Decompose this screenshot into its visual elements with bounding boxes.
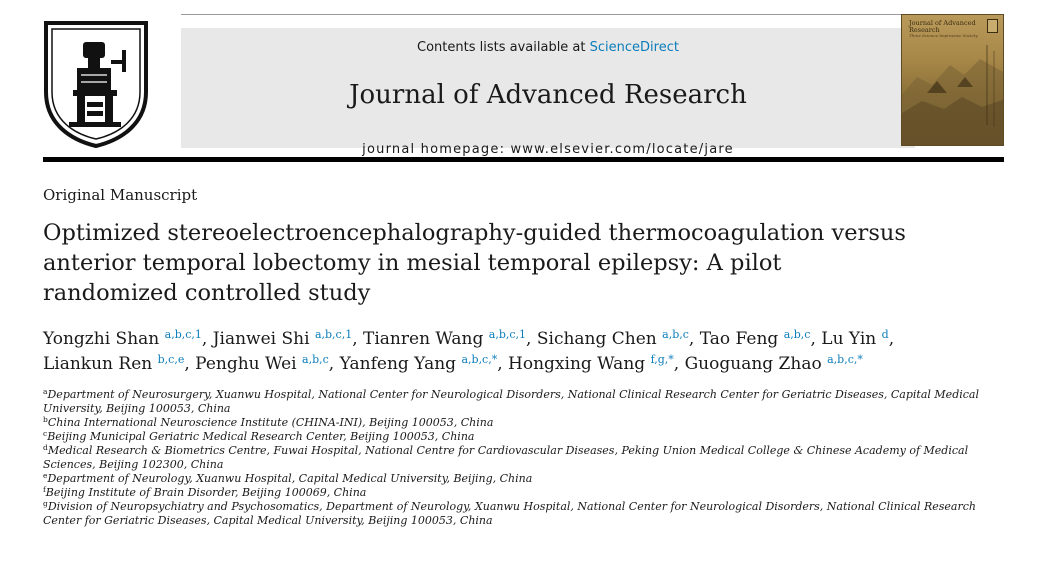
author-separator: , [888, 329, 895, 349]
author-affiliation-marker[interactable]: b,c,e [157, 353, 185, 366]
author-separator: , [328, 354, 340, 374]
author-name[interactable] [700, 329, 811, 349]
author-affiliation-marker[interactable]: a,b,c,* [827, 353, 863, 366]
cover-subtitle: Three Science Impressive Society [909, 33, 978, 38]
author-name[interactable] [43, 354, 184, 374]
article-title: Optimized stereoelectroencephalography-guided thermocoagulation versus anterior temporal lobectomy in mesial temporal epilepsy: A pilot randomized controlled study [43, 220, 906, 306]
author-name[interactable] [43, 329, 202, 349]
author-name-text: Liankun Ren [43, 354, 153, 374]
author-affiliation-marker[interactable]: a,b,c,1 [314, 328, 353, 341]
author-affiliation-marker[interactable]: a,b,c [662, 328, 689, 341]
affiliation-item [43, 416, 1008, 430]
cover-landscape-icon [902, 15, 1004, 146]
author-affiliation-marker[interactable]: d [881, 328, 889, 341]
affiliation-text: Beijing Municipal Geriatric Medical Research Center, Beijing 100053, China [47, 430, 475, 443]
header-divider [43, 157, 1004, 162]
author-name-text: Tao Feng [699, 329, 779, 349]
author-name[interactable] [685, 354, 863, 374]
contents-availability [181, 40, 915, 55]
author-affiliation-marker[interactable]: f,g,* [650, 353, 674, 366]
affiliation-item [43, 444, 1008, 472]
journal-homepage: journal homepage: www.elsevier.com/locate/jare [362, 142, 734, 157]
author-name[interactable] [363, 329, 526, 349]
affiliation-item [43, 388, 1008, 416]
contents-prefix: Contents lists available at [417, 40, 590, 55]
affiliation-label: f [43, 485, 46, 494]
affiliation-text: Department of Neurology, Xuanwu Hospital, Capital Medical University, Beijing, China [47, 472, 533, 485]
author-separator: , [810, 329, 822, 349]
affiliation-label: c [43, 429, 48, 438]
author-name[interactable] [537, 329, 689, 349]
author-name[interactable] [340, 354, 498, 374]
affiliation-label: e [43, 471, 48, 480]
author-name-text: Hongxing Wang [508, 354, 646, 374]
author-separator: , [497, 354, 509, 374]
author-affiliation-marker[interactable]: a,b,c,1 [164, 328, 202, 341]
author-separator: , [184, 354, 196, 374]
affiliation-label: b [43, 415, 48, 424]
affiliation-label: d [43, 443, 48, 452]
author-name-text: Yanfeng Yang [339, 354, 457, 374]
author-affiliation-marker[interactable]: a,b,c,* [461, 353, 498, 366]
article-type: Original Manuscript [43, 186, 198, 204]
affiliation-text: China International Neuroscience Institute (CHINA-INI), Beijing 100053, China [47, 416, 494, 429]
affiliation-text: Department of Neurosurgery, Xuanwu Hospital, National Center for Neurological Disorders, National Clinical Research Center for Geriatric Diseases, Capital Medical University, Beijing 100053, China [43, 388, 979, 415]
author-separator: , [352, 329, 364, 349]
affiliation-text: Division of Neuropsychiatry and Psychosomatics, Department of Neurology, Xuanwu Hospital, National Center for Neurological Disorders, National Clinical Research Center for Geriatric Diseases, Capital Medical University, Beijing 100053, China [43, 500, 976, 527]
author-affiliation-marker[interactable]: a,b,c,1 [488, 328, 527, 341]
affiliation-label: a [43, 387, 48, 396]
author-name[interactable] [213, 329, 352, 349]
sciencedirect-link[interactable]: ScienceDirect [589, 40, 679, 55]
affiliation-item [43, 430, 1008, 444]
header-top-rule [181, 14, 915, 15]
author-separator: , [526, 329, 537, 349]
author-name-text: Yongzhi Shan [43, 329, 160, 349]
author-name-text: Jianwei Shi [212, 329, 310, 349]
cover-title: Journal of Advanced Research [909, 19, 976, 34]
author-affiliation-marker[interactable]: a,b,c [302, 353, 329, 366]
affiliation-item [43, 472, 1008, 486]
author-separator: , [688, 329, 700, 349]
affiliation-label: g [43, 499, 48, 508]
journal-header [43, 14, 1004, 156]
journal-cover-image [901, 14, 1004, 146]
author-name[interactable] [821, 329, 888, 349]
author-separator: , [673, 354, 685, 374]
affiliation-text: Beijing Institute of Brain Disorder, Beijing 100069, China [45, 486, 367, 499]
author-list [43, 327, 1003, 377]
author-name-text: Sichang Chen [536, 329, 657, 349]
affiliation-item [43, 500, 1008, 528]
affiliation-list [43, 388, 1008, 528]
author-name-text: Lu Yin [821, 329, 877, 349]
author-name[interactable] [195, 354, 329, 374]
university-logo-icon [43, 20, 149, 148]
affiliation-text: Medical Research & Biometrics Centre, Fuwai Hospital, National Centre for Cardiovascular Diseases, Peking Union Medical College & Chinese Academy of Medical Sciences, Beijing 102300, China [43, 444, 969, 471]
journal-title: Journal of Advanced Research [349, 80, 747, 110]
author-affiliation-marker[interactable]: a,b,c [783, 328, 811, 341]
author-name-text: Tianren Wang [363, 329, 484, 349]
author-name-text: Penghu Wei [195, 354, 297, 374]
author-separator: , [201, 329, 213, 349]
affiliation-item [43, 486, 1008, 500]
author-name-text: Guoguang Zhao [684, 354, 822, 374]
author-name[interactable] [508, 354, 674, 374]
journal-banner [181, 28, 915, 157]
